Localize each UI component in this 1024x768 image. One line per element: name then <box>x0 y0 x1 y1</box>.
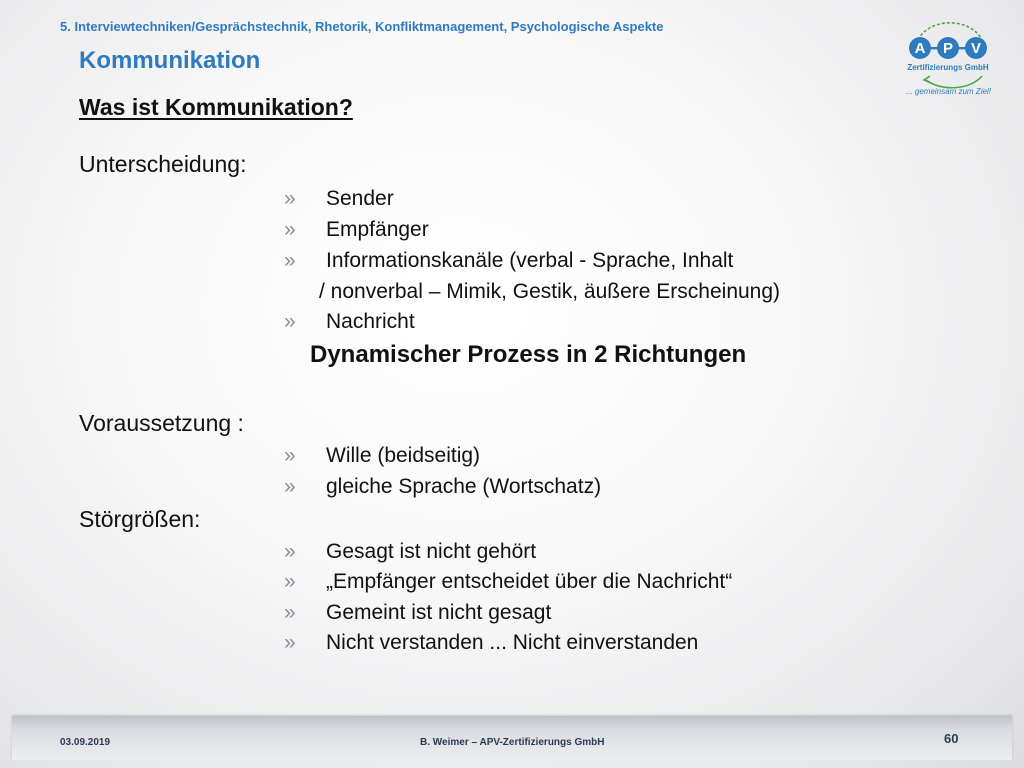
logo-subtitle: Zertifizierungs GmbH <box>907 63 989 72</box>
logo-tagline: ... gemeinsam zum Ziel! <box>906 87 991 96</box>
list-item-text: „Empfänger entscheidet über die Nachricht“ <box>326 570 733 593</box>
slide-heading: Was ist Kommunikation? <box>79 94 353 120</box>
list-item <box>284 187 884 213</box>
list-item-text: Gesagt ist nicht gehört <box>326 540 537 563</box>
footer-author: B. Weimer – APV-Zertifizierungs GmbH <box>420 737 605 748</box>
list-item <box>284 631 884 657</box>
logo-letter: P <box>942 40 954 57</box>
bullet-icon: » <box>284 570 296 593</box>
list-item-text: Empfänger <box>326 218 429 241</box>
list-item-text: Nicht verstanden ... Nicht einverstanden <box>326 631 699 654</box>
list-item <box>284 218 884 244</box>
bullet-icon: » <box>284 249 296 272</box>
logo-letter: V <box>970 40 982 57</box>
list-item-text: Wille (beidseitig) <box>326 444 481 467</box>
list-item <box>284 249 884 275</box>
footer-date: 03.09.2019 <box>60 737 111 748</box>
bullet-icon: » <box>284 601 296 624</box>
list-item-text: Sender <box>326 187 394 210</box>
list-item <box>284 475 884 501</box>
list-item <box>284 540 884 566</box>
page-number: 60 <box>944 731 959 746</box>
bullet-icon: » <box>284 444 296 467</box>
stoergroessen-heading: Störgrößen: <box>79 506 201 532</box>
bullet-icon: » <box>284 540 296 563</box>
unterscheidung-heading: Unterscheidung: <box>79 151 247 177</box>
list-item <box>284 570 884 596</box>
bullet-icon: » <box>284 631 296 654</box>
list-item-text: Nachricht <box>326 310 415 333</box>
list-item-text: Gemeint ist nicht gesagt <box>326 601 552 624</box>
list-item <box>284 601 884 627</box>
logo-letter: A <box>914 40 926 57</box>
section-title: Kommunikation <box>79 47 261 74</box>
voraussetzung-heading: Voraussetzung : <box>79 410 244 436</box>
breadcrumb: 5. Interviewtechniken/Gesprächstechnik, Rhetorik, Konfliktmanagement, Psychologische Aspekte <box>60 19 664 34</box>
list-item <box>284 444 884 470</box>
list-item <box>284 310 884 336</box>
list-item-text: gleiche Sprache (Wortschatz) <box>326 475 602 498</box>
list-item-continuation: / nonverbal – Mimik, Gestik, äußere Erscheinung) <box>319 280 781 303</box>
bullet-icon: » <box>284 187 296 210</box>
bullet-icon: » <box>284 475 296 498</box>
list-item-text: Informationskanäle (verbal - Sprache, Inhalt <box>326 249 734 272</box>
bullet-icon: » <box>284 310 296 333</box>
bullet-icon: » <box>284 218 296 241</box>
emphasis-text: Dynamischer Prozess in 2 Richtungen <box>310 341 747 368</box>
